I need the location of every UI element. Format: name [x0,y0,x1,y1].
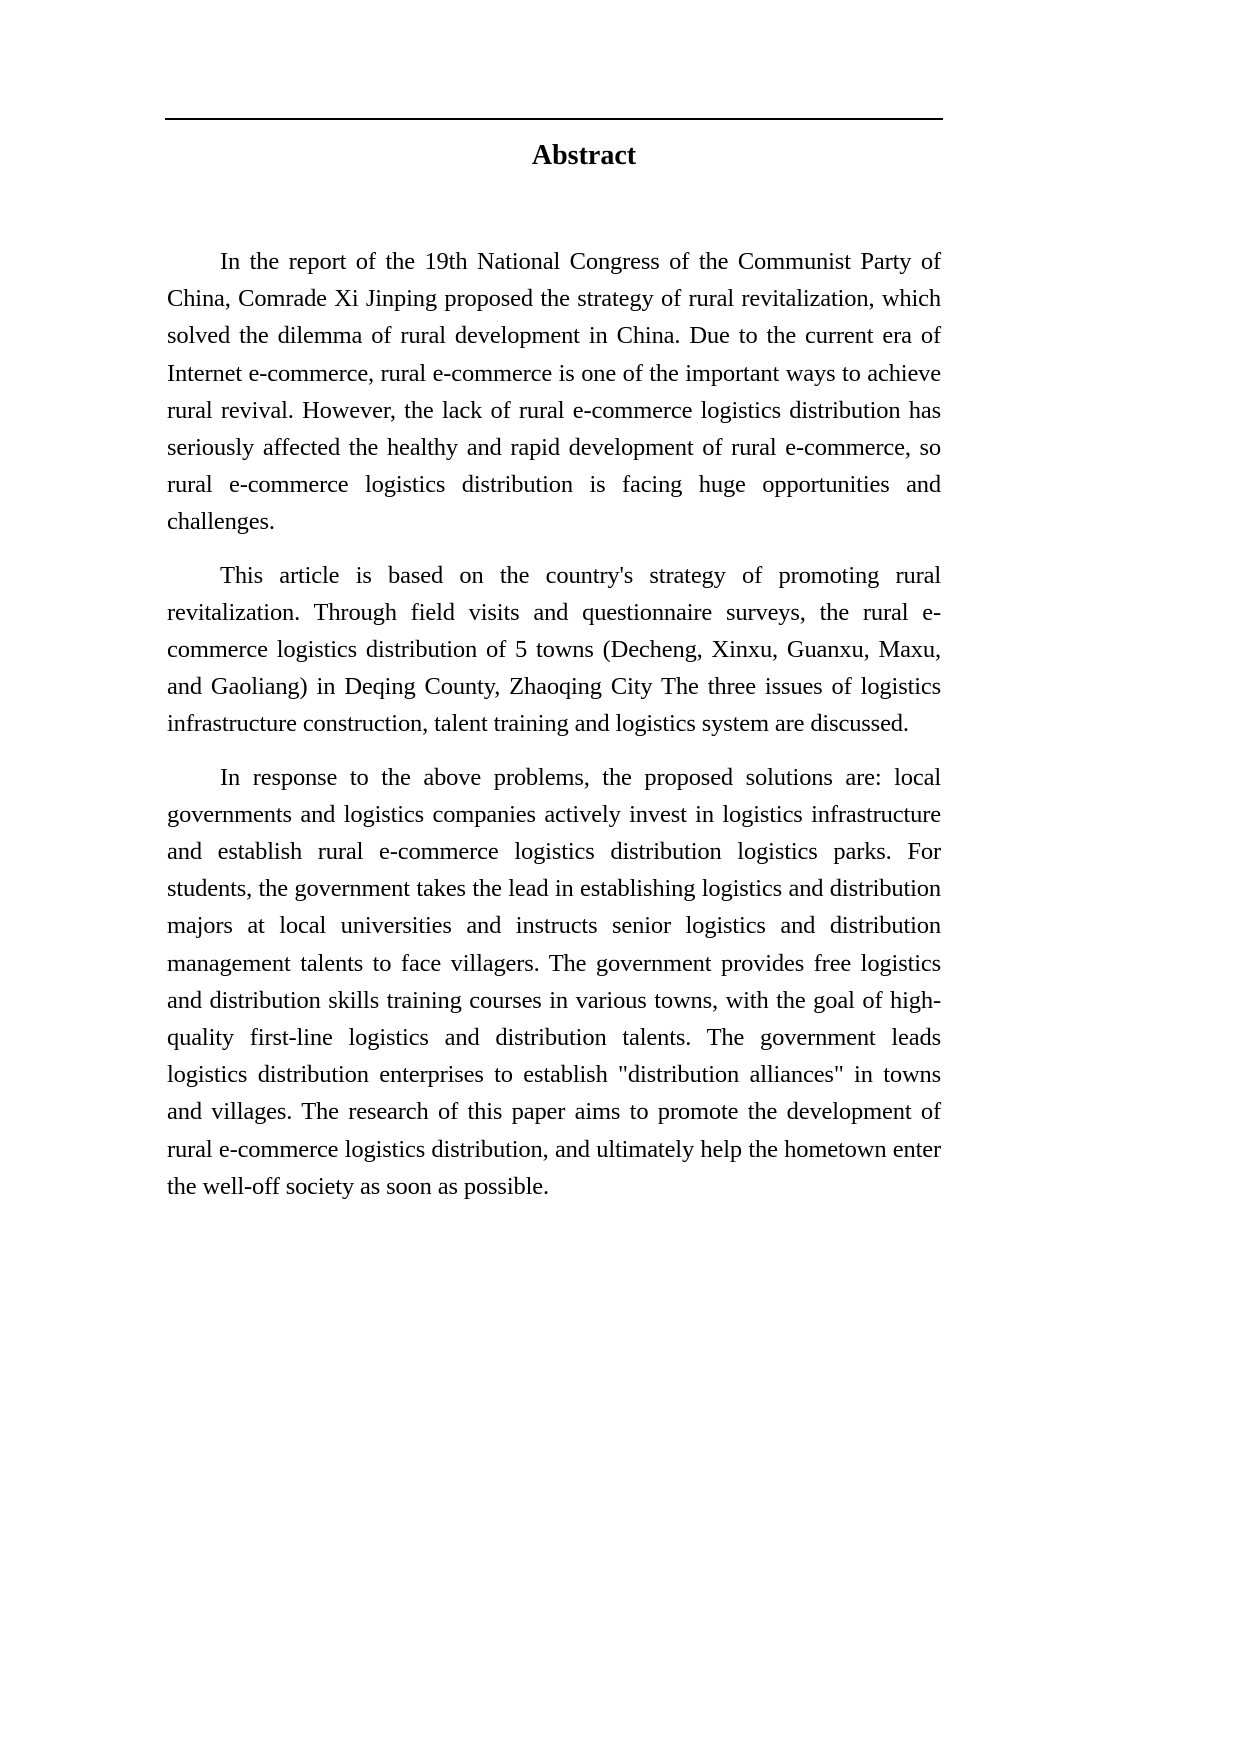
abstract-paragraph-2: This article is based on the country's strategy of promoting rural revitalization. Through field visits and questionnaire surveys, the rural e-commerce logistics distribution of 5 towns (Decheng, Xinxu, Guanxu, Maxu, and Gaoliang) in Deqing County, Zhaoqing City The three issues of logistics infrastructure construction, talent training and logistics system are discussed. [167,561,941,738]
abstract-title: Abstract [531,140,637,171]
abstract-body [167,243,941,1221]
abstract-paragraph-1: In the report of the 19th National Congress of the Communist Party of China, Comrade Xi Jinping proposed the strategy of rural revitalization, which solved the dilemma of rural development in China. Due to the current era of Internet e-commerce, rural e-commerce is one of the important ways to achieve rural revival. However, the lack of rural e-commerce logistics distribution has seriously affected the healthy and rapid development of rural e-commerce, so rural e-commerce logistics distribution is facing huge opportunities and challenges. [167,248,941,536]
header-rule-divider [165,118,943,120]
abstract-paragraph-3: In response to the above problems, the proposed solutions are: local governments and logistics companies actively invest in logistics infrastructure and establish rural e-commerce logistics distribution logistics parks. For students, the government takes the lead in establishing logistics and distribution majors at local universities and instructs senior logistics and distribution management talents to face villagers. The government provides free logistics and distribution skills training courses in various towns, with the goal of high-quality first-line logistics and distribution talents. The government leads logistics distribution enterprises to establish "distribution alliances" in towns and villages. The research of this paper aims to promote the development of rural e-commerce logistics distribution, and ultimately help the hometown enter the well-off society as soon as possible. [167,763,941,1200]
